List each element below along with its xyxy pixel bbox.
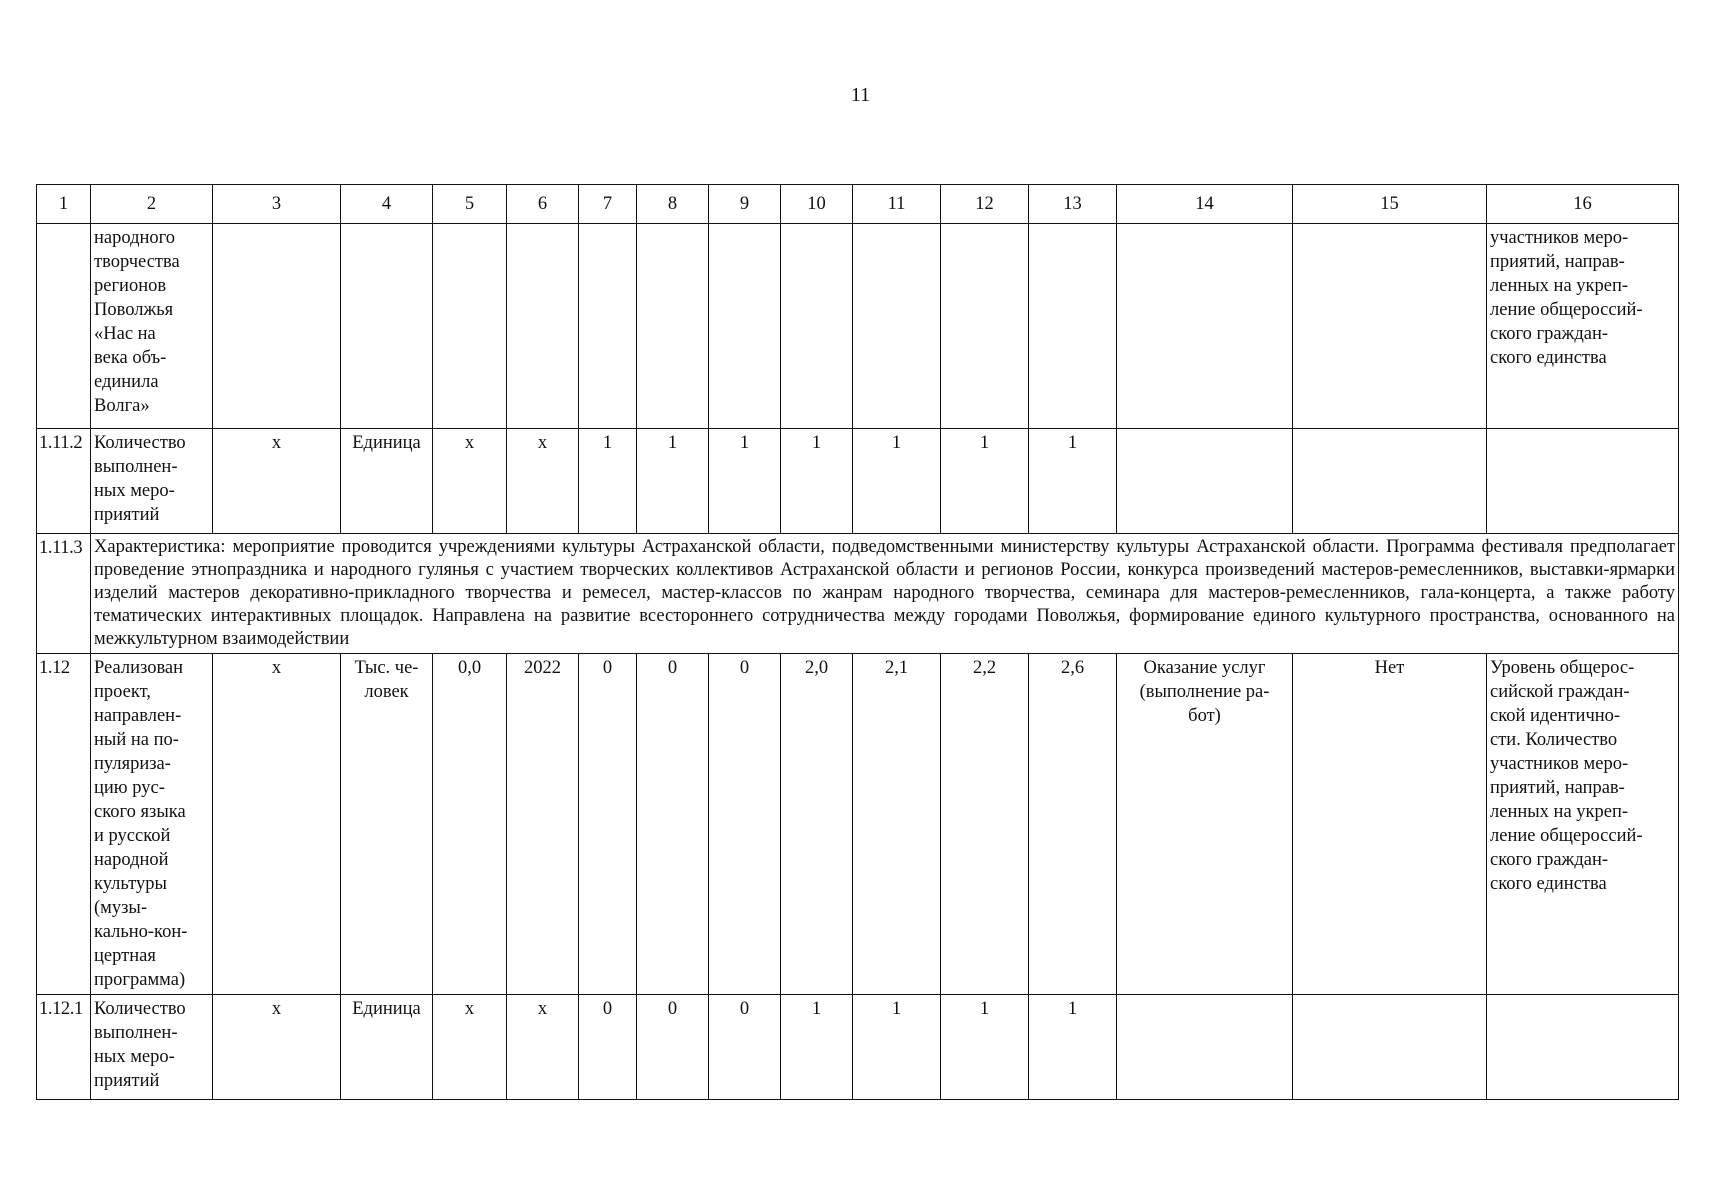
table-cell: 1 — [941, 429, 1029, 534]
column-header: 11 — [853, 185, 941, 224]
table-cell: 0 — [579, 654, 637, 995]
column-header: 5 — [433, 185, 507, 224]
column-header: 9 — [709, 185, 781, 224]
column-header: 6 — [507, 185, 579, 224]
table-cell — [1117, 429, 1293, 534]
column-header: 8 — [637, 185, 709, 224]
table-cell: х — [213, 995, 341, 1100]
table-row — [37, 995, 1679, 1100]
row-number — [37, 224, 91, 429]
goal-indicator-cell: участников меро- приятий, направ- ленных на укреп- ление общероссий- ского граждан- ского единства — [1487, 224, 1679, 429]
table-cell: 0 — [709, 995, 781, 1100]
table-cell: 2,0 — [781, 654, 853, 995]
table-header-row — [37, 185, 1679, 224]
table-cell — [433, 224, 507, 429]
row-number: 1.12 — [37, 654, 91, 995]
table-cell: 2,6 — [1029, 654, 1117, 995]
table-cell — [781, 224, 853, 429]
column-header: 7 — [579, 185, 637, 224]
table-cell — [1117, 224, 1293, 429]
table-cell: 0 — [637, 654, 709, 995]
table-cell — [1293, 224, 1487, 429]
table-cell: 2,1 — [853, 654, 941, 995]
column-header: 4 — [341, 185, 433, 224]
table-cell: 1 — [853, 995, 941, 1100]
table-row — [37, 429, 1679, 534]
unit-cell — [341, 224, 433, 429]
table-cell: х — [213, 654, 341, 995]
table-cell: 1 — [637, 429, 709, 534]
table-cell: 1 — [853, 429, 941, 534]
table-cell — [1117, 995, 1293, 1100]
unit-cell: Тыс. че- ловек — [341, 654, 433, 995]
goal-indicator-cell — [1487, 995, 1679, 1100]
unit-cell: Единица — [341, 995, 433, 1100]
table-cell — [579, 224, 637, 429]
table-cell: 1 — [781, 429, 853, 534]
unit-cell: Единица — [341, 429, 433, 534]
table-cell — [507, 224, 579, 429]
column-header: 14 — [1117, 185, 1293, 224]
table-cell: 0,0 — [433, 654, 507, 995]
column-header: 2 — [91, 185, 213, 224]
table-cell: 1 — [709, 429, 781, 534]
table-row — [37, 654, 1679, 995]
row-number: 1.11.2 — [37, 429, 91, 534]
table-cell — [637, 224, 709, 429]
table-cell: 0 — [637, 995, 709, 1100]
table-cell — [1029, 224, 1117, 429]
indicator-name: Реализован проект, направлен- ный на по- пуляриза- цию рус- ского языка и русской народной культуры (музы- кально-кон- цертная программа) — [91, 654, 213, 995]
table-cell — [1293, 995, 1487, 1100]
table-cell: 1 — [579, 429, 637, 534]
table-cell: 0 — [579, 995, 637, 1100]
table-cell: х — [433, 429, 507, 534]
table-cell — [941, 224, 1029, 429]
table-cell — [1293, 429, 1487, 534]
column-header: 13 — [1029, 185, 1117, 224]
event-description: Характеристика: мероприятие проводится учреждениями культуры Астраханской области, подведомственными министерству культуры Астраханской области. Программа фестиваля предполагает проведение этнопраздника и народного гулянья с участием творческих коллективов Астраханской области и регионов России, конкурса произведений мастеров-ремесленников, выставки-ярмарки изделий мастеров декоративно-прикладного творчества и ремесел, мастер-классов по жанрам народного творчества, семинара для мастеров-ремесленников, гала-концерта, а также работу тематических интерактивных площадок. Направлена на развитие всестороннего сотрудничества между городами Поволжья, формирование единого культурного пространства, основанного на межкультурном взаимодействии — [91, 534, 1679, 654]
table-row — [37, 534, 1679, 654]
indicators-table — [36, 184, 1679, 1100]
table-cell: 1 — [941, 995, 1029, 1100]
table-row — [37, 224, 1679, 429]
table-cell — [213, 224, 341, 429]
table-cell: х — [213, 429, 341, 534]
table-cell: Нет — [1293, 654, 1487, 995]
service-type-cell: Оказание услуг (выполнение ра- бот) — [1117, 654, 1293, 995]
column-header: 1 — [37, 185, 91, 224]
table-cell — [853, 224, 941, 429]
table-cell: х — [507, 429, 579, 534]
column-header: 16 — [1487, 185, 1679, 224]
table-cell: 1 — [1029, 429, 1117, 534]
column-header: 3 — [213, 185, 341, 224]
table-cell: 2,2 — [941, 654, 1029, 995]
column-header: 12 — [941, 185, 1029, 224]
page-number: 11 — [850, 84, 871, 106]
goal-indicator-cell — [1487, 429, 1679, 534]
goal-indicator-cell: Уровень общерос- сийской граждан- ской идентично- сти. Количество участников меро- приятий, направ- ленных на укреп- ление общероссий- ского граждан- ского единства — [1487, 654, 1679, 995]
indicator-name: народного творчества регионов Поволжья «Нас на века объ- единила Волга» — [91, 224, 213, 429]
indicator-name: Количество выполнен- ных меро- приятий — [91, 995, 213, 1100]
table-cell: 1 — [1029, 995, 1117, 1100]
column-header: 15 — [1293, 185, 1487, 224]
table-cell: 2022 — [507, 654, 579, 995]
table-cell: 1 — [781, 995, 853, 1100]
table-cell: х — [507, 995, 579, 1100]
table-cell: х — [433, 995, 507, 1100]
indicator-name: Количество выполнен- ных меро- приятий — [91, 429, 213, 534]
row-number: 1.12.1 — [37, 995, 91, 1100]
table-cell — [709, 224, 781, 429]
table-cell: 0 — [709, 654, 781, 995]
column-header: 10 — [781, 185, 853, 224]
row-number: 1.11.3 — [37, 534, 91, 654]
